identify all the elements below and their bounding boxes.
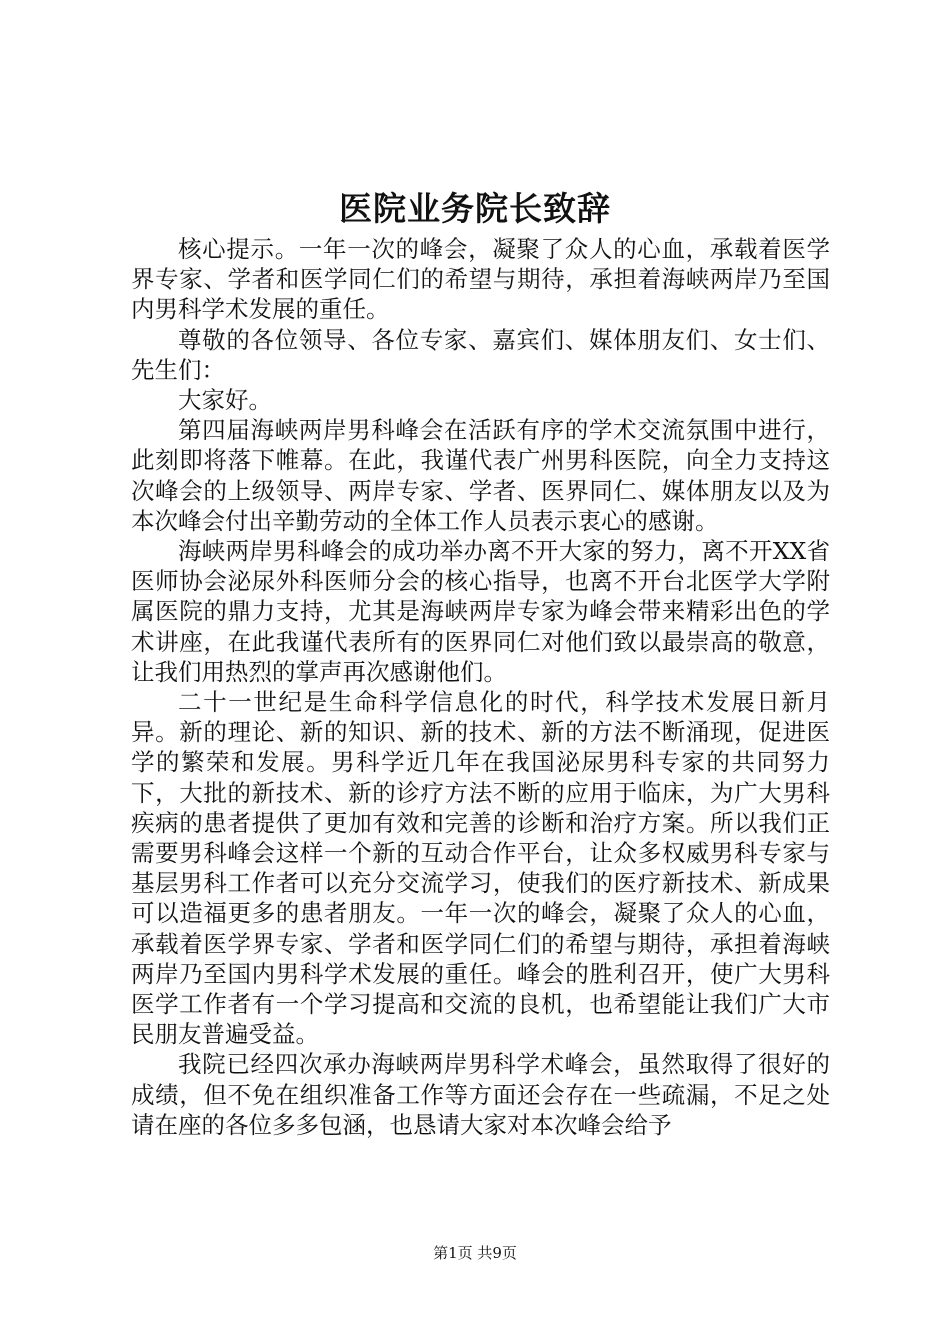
paragraph-summary: 核心提示。一年一次的峰会，凝聚了众人的心血，承载着医学界专家、学者和医学同仁们的希望与期待，承担着海峡两岸乃至国内男科学术发展的重任。 bbox=[131, 235, 830, 324]
document-title: 医院业务院长致辞 bbox=[339, 189, 611, 228]
document-body bbox=[131, 234, 830, 1140]
paragraph-salutation: 尊敬的各位领导、各位专家、嘉宾们、媒体朋友们、女士们、先生们： bbox=[131, 325, 830, 384]
paragraph-thanks: 第四届海峡两岸男科峰会在活跃有序的学术交流氛围中进行，此刻即将落下帷幕。在此，我谨代表广州男科医院，向全力支持这次峰会的上级领导、两岸专家、学者、医界同仁、媒体朋友以及为本次峰会付出辛勤劳动的全体工作人员表示衷心的感谢。 bbox=[131, 416, 830, 535]
paragraph-closing: 我院已经四次承办海峡两岸男科学术峰会，虽然取得了很好的成绩，但不免在组织准备工作等方面还会存在一些疏漏，不足之处请在座的各位多多包涵，也恳请大家对本次峰会给予 bbox=[131, 1050, 830, 1139]
paragraph-development: 二十一世纪是生命科学信息化的时代，科学技术发展日新月异。新的理论、新的知识、新的技术、新的方法不断涌现，促进医学的繁荣和发展。男科学近几年在我国泌尿男科专家的共同努力下，大批的新技术、新的诊疗方法不断的应用于临床，为广大男科疾病的患者提供了更加有效和完善的诊断和治疗方案。所以我们正需要男科峰会这样一个新的互动合作平台，让众多权威男科专家与基层男科工作者可以充分交流学习，使我们的医疗新技术、新成果可以造福更多的患者朋友。一年一次的峰会，凝聚了众人的心血，承载着医学界专家、学者和医学同仁们的希望与期待，承担着海峡两岸乃至国内男科学术发展的重任。峰会的胜利召开，使广大男科医学工作者有一个学习提高和交流的良机，也希望能让我们广大市民朋友普遍受益。 bbox=[131, 688, 830, 1049]
paragraph-greeting: 大家好。 bbox=[178, 386, 272, 415]
page-number: 第1页 共9页 bbox=[433, 1244, 517, 1262]
paragraph-acknowledgement: 海峡两岸男科峰会的成功举办离不开大家的努力，离不开XX省医师协会泌尿外科医师分会的核心指导，也离不开台北医学大学附属医院的鼎力支持，尤其是海峡两岸专家为峰会带来精彩出色的学术讲座，在此我谨代表所有的医界同仁对他们致以最崇高的敬意，让我们用热烈的掌声再次感谢他们。 bbox=[131, 537, 830, 686]
